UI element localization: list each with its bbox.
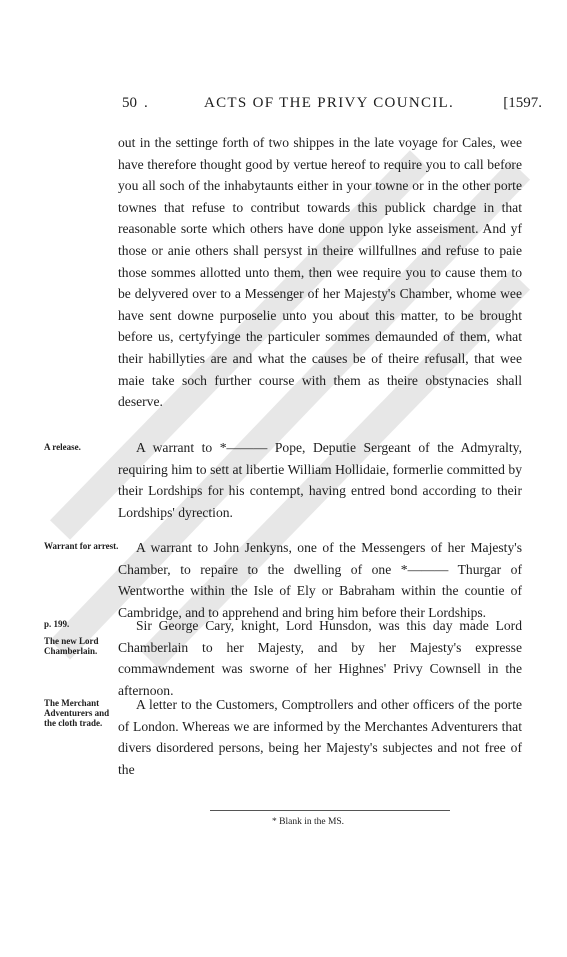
side-note-page-ref: p. 199. [44, 619, 70, 629]
header-dot: . [144, 95, 148, 111]
side-note-warrant: Warrant for arrest. [44, 541, 119, 551]
entry-release: A warrant to *——— Pope, Deputie Sergeant of the Admyralty, requiring him to sett at libertie William Hollidaie, formerlie committed by their Lordships for his contempt, having entred bond according to their Lordships' dyrection. [118, 440, 522, 520]
page-number: 50 [122, 95, 137, 111]
body-paragraph: out in the settinge forth of two shippes in the late voyage for Cales, wee have therefore thought good by vertue hereof to require you to call before you all soch of the inhabytaunts either in your towne or in the other porte townes that refuse to contribut towards this publick chardge in that reasonable sorte which others have done uppon lyke asseisment. And yf those or anie others shall persyst in theire willfullnes and refuse to paie those sommes allotted unto them, then wee require you to cause them to be delyvered over to a Messenger of her Majesty's Chamber, whome wee have sent downe purposelie unto you about this matter, to be brought before us, certyfyinge the particuler sommes demaunded of them, what their habillyties are and what the causes be of theire refusall, that wee maie take soch further course with them as theire obstynacies shall deserve. [118, 135, 522, 410]
entry-merchant-adventurers: A letter to the Customers, Comptrollers and other officers of the porte of London. Whereas we are informed by the Merchantes Adventurers that divers disordered persons, being her Majesty's subjectes and not free of the [118, 697, 522, 777]
footnote-rule [210, 810, 450, 811]
entry-warrant: A warrant to John Jenkyns, one of the Messengers of her Majesty's Chamber, to repaire to the dwelling of one *——— Thurgar of Wentworthe within the Isle of Ely or Babraham within the countie of Cambridge, and to apprehend and bring him before their Lordships. [118, 540, 522, 620]
running-title: ACTS OF THE PRIVY COUNCIL. [204, 95, 455, 111]
side-note-release: A release. [44, 442, 81, 452]
entry-lord-chamberlain: Sir George Cary, knight, Lord Hunsdon, was this day made Lord Chamberlain to her Majesty, and by her Majesty's expresse commawndement was sworne of her Highnes' Privy Cownsell in the afternoon. [118, 618, 522, 698]
side-note-merchant-adventurers: The Merchant Adventurers and the cloth trade. [44, 698, 110, 728]
running-year: [1597. [503, 95, 542, 111]
footnote: * Blank in the MS. [272, 817, 345, 827]
side-note-lord-chamberlain: The new Lord Chamberlain. [44, 636, 99, 656]
page-header [44, 95, 544, 117]
